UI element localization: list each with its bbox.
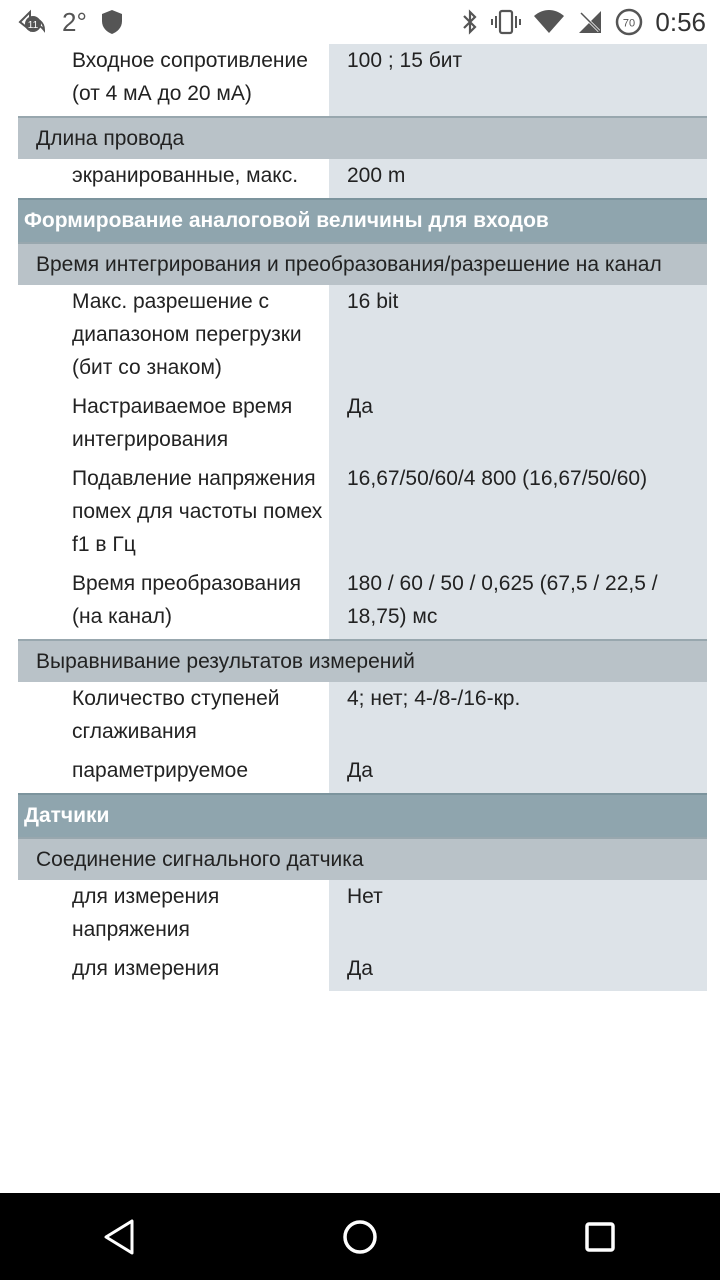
table-row [18,567,707,639]
row-value: 16 bit [329,285,707,390]
subsection-header: Выравнивание результатов измерений [18,639,707,682]
row-label: параметрируемое [18,754,329,793]
row-value: Нет [329,880,707,952]
row-label: Время преобразования (на канал) [18,567,329,639]
row-value: 16,67/50/60/4 800 (16,67/50/60) [329,462,707,567]
back-icon [102,1218,138,1256]
row-label: Входное сопротивление (от 4 мА до 20 мА) [18,44,329,116]
bluetooth-icon [461,9,479,35]
table-row [18,390,707,462]
table-row [18,880,707,952]
status-right [461,7,720,38]
row-value: Да [329,390,707,462]
svg-text:11: 11 [27,20,39,31]
subsection-header: Время интегрирования и преобразования/разрешение на канал [18,242,707,285]
table-row [18,682,707,754]
row-value: 100 ; 15 бит [329,44,707,116]
battery-saver-icon [615,8,643,36]
recents-icon [582,1219,618,1255]
navigation-bar [0,1193,720,1280]
section-header: Формирование аналоговой величины для входов [18,198,707,242]
spec-table [18,44,707,1193]
row-label: для измерения напряжения [18,880,329,952]
row-label: Подавление напряжения помех для частоты помех f1 в Гц [18,462,329,567]
table-row [18,952,707,991]
row-value: Да [329,754,707,793]
table-row [18,754,707,793]
table-row [18,462,707,567]
subsection-header: Длина провода [18,116,707,159]
recents-button[interactable] [540,1193,660,1280]
home-button[interactable] [300,1193,420,1280]
row-value: 180 / 60 / 50 / 0,625 (67,5 / 22,5 / 18,75) мс [329,567,707,639]
notification-icon [16,8,48,36]
subsection-header: Соединение сигнального датчика [18,837,707,880]
row-value: 200 m [329,159,707,198]
row-label: Настраиваемое время интегрирования [18,390,329,462]
table-row [18,159,707,198]
vibrate-icon [491,9,521,35]
wifi-icon [533,9,565,35]
status-bar [0,0,720,44]
row-label: Макс. разрешение с диапазоном перегрузки (бит со знаком) [18,285,329,390]
shield-icon [101,9,123,35]
back-button[interactable] [60,1193,180,1280]
table-row [18,44,707,116]
svg-text:70: 70 [623,17,636,30]
temperature-text: 2° [62,6,87,37]
row-label: экранированные, макс. [18,159,329,198]
table-row [18,285,707,390]
row-label: для измерения [18,952,329,991]
section-header: Датчики [18,793,707,837]
home-icon [340,1217,380,1257]
row-label: Количество ступеней сглаживания [18,682,329,754]
signal-off-icon [577,9,603,35]
row-value: 4; нет; 4-/8-/16-кр. [329,682,707,754]
status-left [0,7,123,38]
clock-text: 0:56 [655,6,706,37]
row-value: Да [329,952,707,991]
